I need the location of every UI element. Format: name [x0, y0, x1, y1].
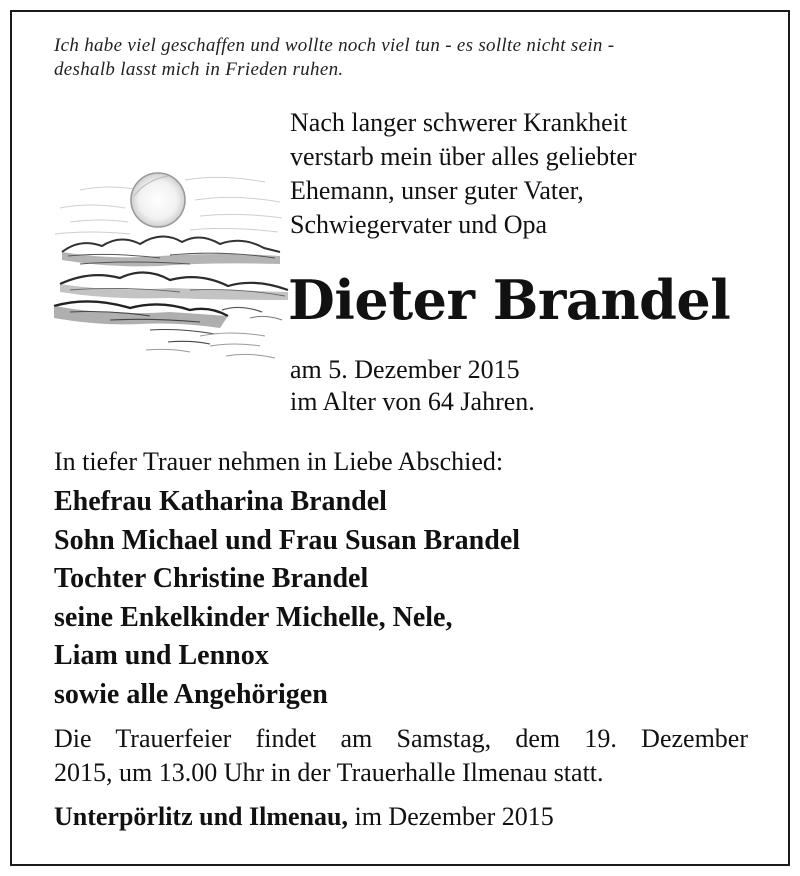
motto-quote: [54, 34, 774, 82]
mourner-line: Ehefrau Katharina Brandel: [54, 486, 387, 517]
motto-line-2: deshalb lasst mich in Frieden ruhen.: [54, 59, 344, 80]
intro-line-1: Nach langer schwerer Krankheit: [290, 108, 628, 137]
service-line-2: 2015, um 13.00 Uhr in der Trauerhalle Ilmenau statt.: [54, 758, 604, 787]
intro-line-2: verstarb mein über alles geliebter: [290, 142, 637, 171]
deceased-name: Dieter Brandel: [288, 268, 731, 332]
mourner-line: Sohn Michael und Frau Susan Brandel: [54, 524, 521, 556]
death-date: am 5. Dezember 2015: [290, 355, 520, 384]
place-and-date: [54, 800, 554, 834]
mourner-line: sowie alle Angehörigen: [54, 678, 328, 710]
age-at-death: im Alter von 64 Jahren.: [290, 387, 535, 416]
intro-line-4: Schwiegervater und Opa: [290, 210, 548, 239]
sun-landscape-sketch-icon: [50, 160, 290, 370]
mourner-line: Tochter Christine Brandel: [54, 563, 369, 594]
place-name: Unterpörlitz und Ilmenau,: [54, 802, 348, 831]
mourner-line: Liam und Lennox: [54, 640, 269, 671]
service-line-1: Die Trauerfeier findet am Samstag, dem 19. Dezember: [54, 724, 748, 753]
intro-line-3: Ehemann, unser guter Vater,: [290, 176, 584, 205]
funeral-service-info: [54, 722, 748, 790]
intro-text: [290, 106, 770, 242]
motto-line-1: Ich habe viel geschaffen und wollte noch viel tun - es sollte nicht sein -: [54, 35, 615, 56]
death-info: [290, 354, 535, 418]
notice-date: im Dezember 2015: [354, 802, 554, 831]
mourners-list: [54, 483, 520, 714]
farewell-line: In tiefer Trauer nehmen in Liebe Abschied:: [54, 447, 504, 476]
mourner-line: seine Enkelkinder Michelle, Nele,: [54, 601, 453, 633]
